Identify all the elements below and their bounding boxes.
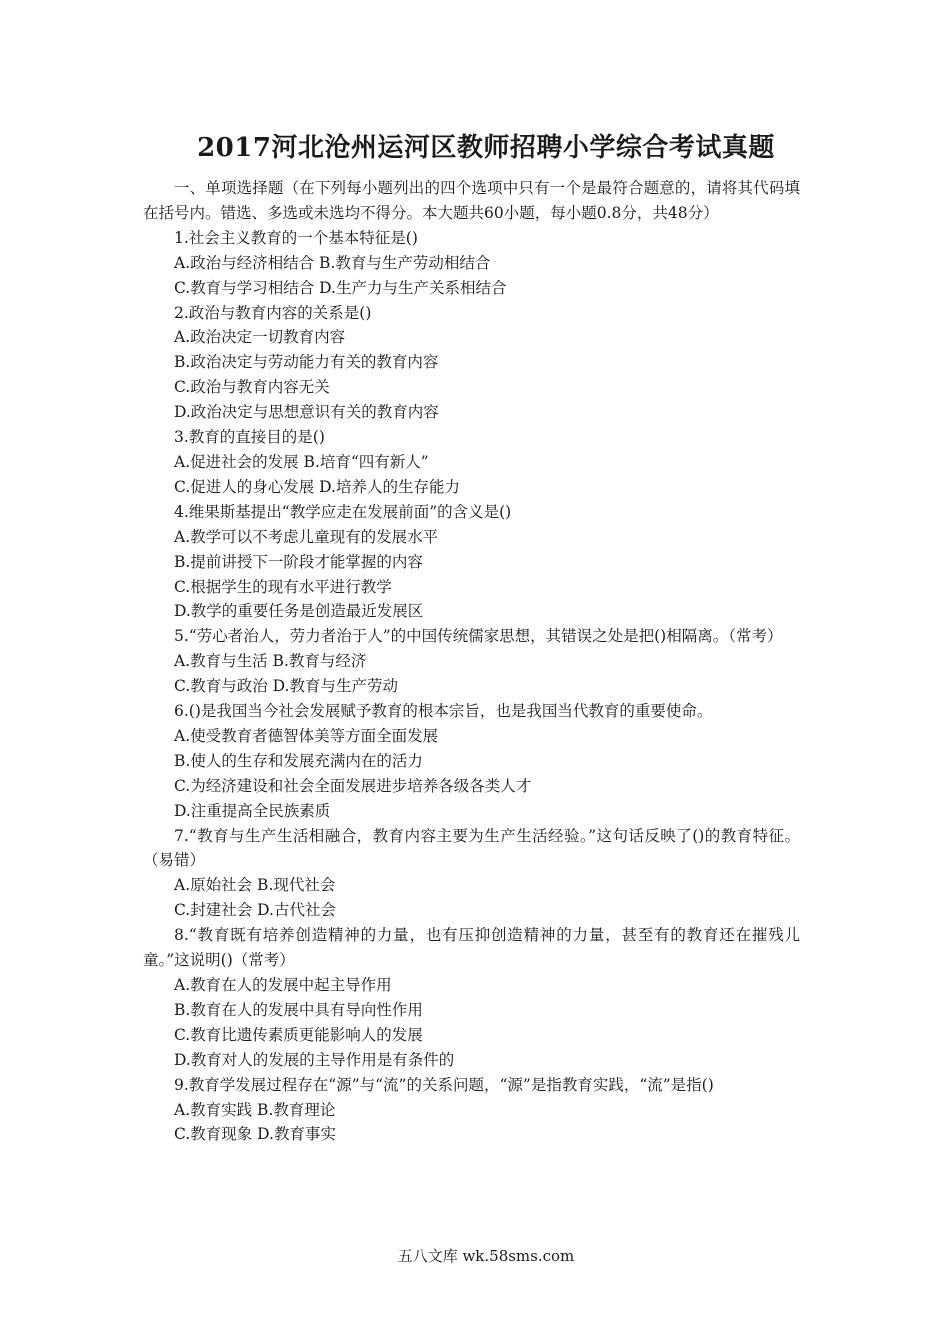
question-5-options-ab: A.教育与生活 B.教育与经济 (174, 652, 367, 671)
question-2: 2.政治与教育内容的关系是() (174, 303, 372, 322)
question-2-option-b: B.政治决定与劳动能力有关的教育内容 (174, 353, 439, 372)
document-body (143, 176, 800, 1147)
question-5: 5.“劳心者治人，劳力者治于人”的中国传统儒家思想，其错误之处是把()相隔离。（常考） (174, 627, 783, 646)
question-1-options-ab: A.政治与经济相结合 B.教育与生产劳动相结合 (174, 253, 491, 272)
page-footer: 五八文库 wk.58sms.com (397, 1247, 575, 1265)
section-intro: 一、单项选择题（在下列每小题列出的四个选项中只有一个是最符合题意的，请将其代码填在括号内。错选、多选或未选均不得分。本大题共60小题，每小题0.8分，共48分） (143, 179, 800, 222)
question-4-option-d: D.教学的重要任务是创造最近发展区 (174, 602, 424, 621)
question-4: 4.维果斯基提出“教学应走在发展前面”的含义是() (174, 502, 512, 521)
question-6-option-a: A.使受教育者德智体美等方面全面发展 (174, 726, 439, 745)
question-8: 8.“教育既有培养创造精神的力量，也有压抑创造精神的力量，甚至有的教育还在摧残儿童。”这说明()（常考） (143, 926, 800, 970)
question-4-option-a: A.教学可以不考虑儿童现有的发展水平 (174, 527, 439, 546)
question-1: 1.社会主义教育的一个基本特征是() (174, 228, 418, 247)
question-3-options-cd: C.促进人的身心发展 D.培养人的生存能力 (174, 477, 460, 496)
question-8-option-a: A.教育在人的发展中起主导作用 (174, 976, 392, 994)
question-4-option-b: B.提前讲授下一阶段才能掌握的内容 (174, 552, 423, 571)
question-6: 6.()是我国当今社会发展赋予教育的根本宗旨，也是我国当代教育的重要使命。 (174, 702, 713, 721)
question-7-options-ab: A.原始社会 B.现代社会 (174, 876, 336, 895)
question-8-option-d: D.教育对人的发展的主导作用是有条件的 (174, 1050, 455, 1069)
page-title: 2017河北沧州运河区教师招聘小学综合考试真题 (197, 133, 775, 163)
question-3: 3.教育的直接目的是() (174, 428, 325, 447)
question-2-option-c: C.政治与教育内容无关 (174, 378, 330, 397)
question-6-option-b: B.使人的生存和发展充满内在的活力 (174, 751, 423, 770)
question-9-options-cd: C.教育现象 D.教育事实 (174, 1125, 336, 1144)
question-6-option-d: D.注重提高全民族素质 (174, 801, 331, 820)
question-7: 7.“教育与生产生活相融合，教育内容主要为生产生活经验。”这句话反映了()的教育特征。（易错） (143, 826, 800, 870)
question-5-options-cd: C.教育与政治 D.教育与生产劳动 (174, 677, 398, 696)
question-1-options-cd: C.教育与学习相结合 D.生产力与生产关系相结合 (174, 278, 507, 297)
question-9: 9.教育学发展过程存在“源”与“流”的关系问题，“源”是指教育实践，“流”是指() (174, 1075, 714, 1094)
question-3-options-ab: A.促进社会的发展 B.培育“四有新人” (174, 452, 429, 471)
question-4-option-c: C.根据学生的现有水平进行教学 (174, 577, 392, 596)
question-2-option-a: A.政治决定一切教育内容 (174, 328, 346, 347)
question-7-options-cd: C.封建社会 D.古代社会 (174, 901, 336, 920)
question-8-option-c: C.教育比遗传素质更能影响人的发展 (174, 1025, 423, 1044)
question-2-option-d: D.政治决定与思想意识有关的教育内容 (174, 403, 439, 422)
question-8-option-b: B.教育在人的发展中具有导向性作用 (174, 1000, 423, 1019)
question-9-options-ab: A.教育实践 B.教育理论 (174, 1100, 336, 1119)
question-6-option-c: C.为经济建设和社会全面发展进步培养各级各类人才 (174, 776, 532, 795)
